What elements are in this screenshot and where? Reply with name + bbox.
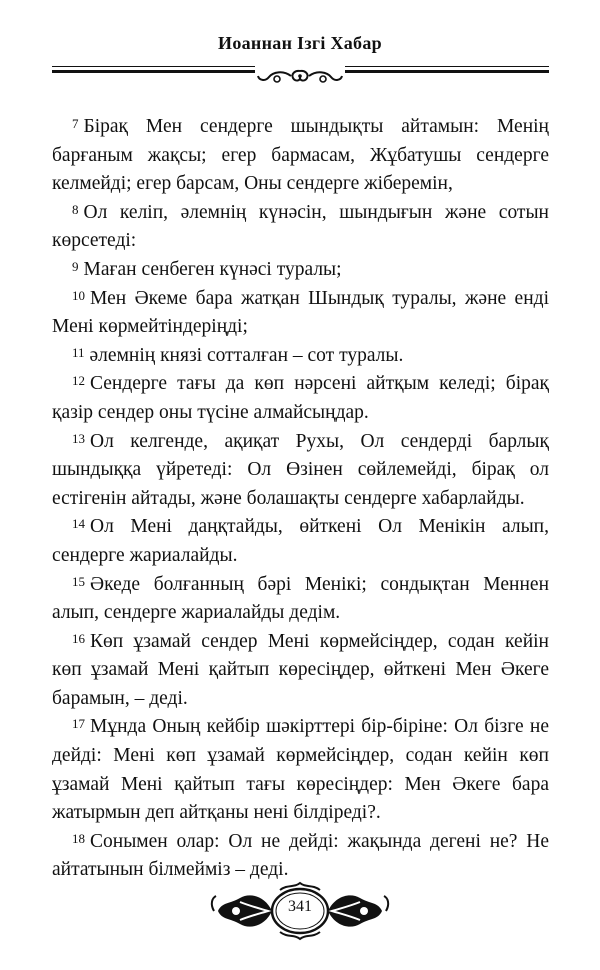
verse-number: 11 <box>72 344 85 360</box>
verse-17 <box>52 713 549 827</box>
verse-8 <box>52 199 549 256</box>
verse-16 <box>52 628 549 714</box>
verse-text: Мұнда Оның кейбір шәкірттері бір-біріне: Ол бізге не дейді: Мені көп ұзамай көрмейсіңдер, содан кейін көп ұзамай Мені қайтып тағы көресіңдер: Мен Әкеге бара жатырмын деп айтқаны нені білдіреді?. <box>52 716 549 824</box>
running-header-title: Иоаннан Ізгі Хабар <box>218 33 382 53</box>
verse-text: Маған сенбеген күнәсі туралы; <box>83 258 342 280</box>
header-ornament-icon <box>255 66 345 88</box>
verse-13 <box>52 428 549 514</box>
verse-text: Сендерге тағы да көп нәрсені айтқым келеді; бірақ қазір сендер оны түсіне алмайсыңдар. <box>52 373 549 423</box>
verse-number: 7 <box>72 116 79 131</box>
verse-text: Көп ұзамай сендер Мені көрмейсіңдер, содан кейін көп ұзамай Мені қайтып көресіңдер, өйткені Мен Әкеге барамын, – деді. <box>52 630 549 709</box>
verse-18 <box>52 828 549 885</box>
verse-text: Ол келгенде, ақиқат Рухы, Ол сендерді барлық шындыққа үйретеді: Ол Өзінен сөйлемейді, бірақ ол естігенін айтады, және болашақты сендерге хабарлайды. <box>52 430 549 509</box>
verse-number: 16 <box>72 630 85 646</box>
page-number: 341 <box>288 898 312 915</box>
verse-10 <box>52 285 549 342</box>
verse-text: Сонымен олар: Ол не дейді: жақында дегені не? Не айтатынын білмейміз – деді. <box>52 830 549 881</box>
verse-text: Ол Мені даңқтайды, өйткені Ол Менікін алып, сендерге жариалайды. <box>52 516 549 566</box>
verse-number: 10 <box>72 287 85 303</box>
verse-number: 9 <box>72 258 79 274</box>
verse-15 <box>52 571 549 628</box>
verse-9 <box>52 256 549 285</box>
verse-text: Әкеде болғанның бәрі Менікі; сондықтан Меннен алып, сендерге жариалайды дедім. <box>52 573 549 624</box>
verse-number: 14 <box>72 516 85 532</box>
verse-number: 17 <box>72 716 85 732</box>
verse-number: 13 <box>72 430 85 446</box>
verse-text: Бірақ Мен сендерге шындықты айтамын: Менің барғаным жақсы; егер бармасам, Жұбатушы сендерге келмейді; егер барсам, Оны сендерге жіберемін, <box>52 116 549 195</box>
verse-12 <box>52 370 549 427</box>
verse-number: 12 <box>72 373 85 389</box>
chapter-body <box>52 113 549 885</box>
verse-11 <box>52 342 549 371</box>
verse-number: 18 <box>72 830 85 846</box>
verse-text: әлемнің князі сотталған – сот туралы. <box>89 344 404 366</box>
verse-number: 15 <box>72 573 85 589</box>
verse-text: Ол келіп, әлемнің күнәсін, шындығын және сотын көрсетеді: <box>52 201 549 252</box>
verse-14 <box>52 513 549 570</box>
verse-number: 8 <box>72 201 79 217</box>
verse-7 <box>52 113 549 199</box>
verse-text: Мен Әкеме бара жатқан Шындық туралы, және енді Мені көрмейтіндеріңді; <box>52 287 549 338</box>
